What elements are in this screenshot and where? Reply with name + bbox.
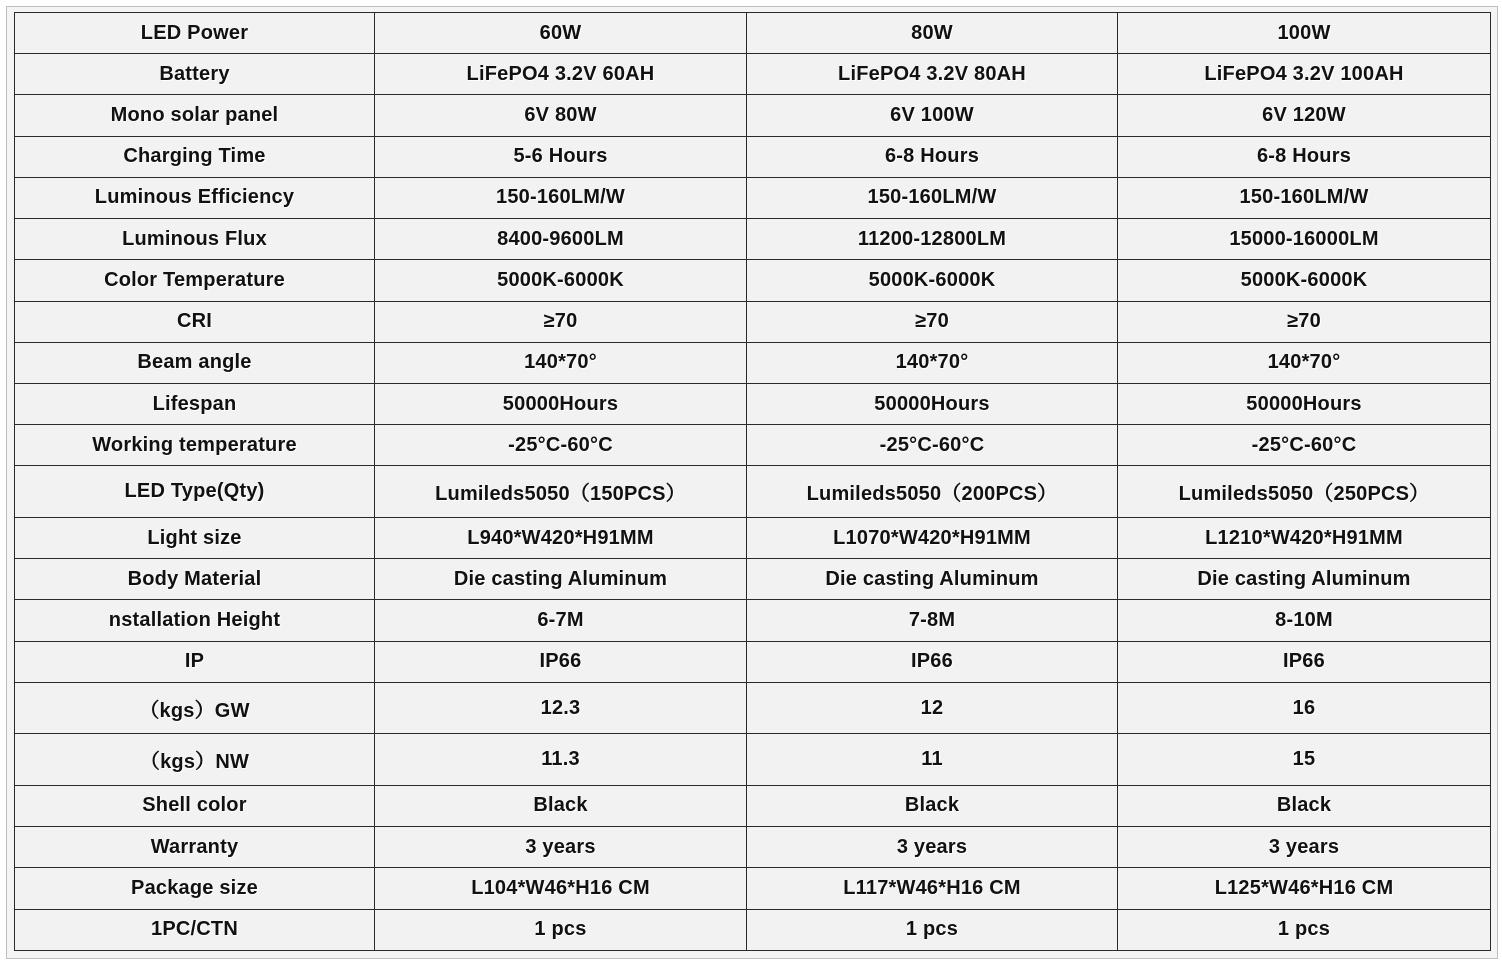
table-cell: Lumileds5050（250PCS） [1118,466,1491,518]
table-cell: 3 years [747,827,1118,868]
table-cell: 80W [747,13,1118,54]
table-cell: ≥70 [375,301,747,342]
table-cell: 150-160LM/W [1118,177,1491,218]
table-cell: -25°C-60°C [747,425,1118,466]
table-cell: L117*W46*H16 CM [747,868,1118,909]
table-cell: 140*70° [747,342,1118,383]
table-cell: 6V 100W [747,95,1118,136]
row-label: Beam angle [15,342,375,383]
table-cell: 140*70° [375,342,747,383]
table-cell: 5000K-6000K [1118,260,1491,301]
row-label: 1PC/CTN [15,909,375,950]
row-label: Mono solar panel [15,95,375,136]
table-row [15,260,1491,301]
table-cell: 50000Hours [1118,383,1491,424]
table-row [15,517,1491,558]
table-cell: 15000-16000LM [1118,219,1491,260]
table-cell: ≥70 [747,301,1118,342]
row-label: （kgs）GW [15,682,375,734]
table-cell: Black [747,785,1118,826]
table-row [15,868,1491,909]
table-cell: 150-160LM/W [375,177,747,218]
table-cell: Lumileds5050（150PCS） [375,466,747,518]
row-label: Light size [15,517,375,558]
table-cell: Black [1118,785,1491,826]
table-cell: 60W [375,13,747,54]
table-row [15,301,1491,342]
table-cell: 6-7M [375,600,747,641]
table-row [15,219,1491,260]
row-label: Package size [15,868,375,909]
table-cell: Die casting Aluminum [1118,559,1491,600]
row-label: Shell color [15,785,375,826]
table-row [15,559,1491,600]
table-cell: 6V 80W [375,95,747,136]
table-cell: 1 pcs [375,909,747,950]
row-label: Luminous Flux [15,219,375,260]
table-cell: ≥70 [1118,301,1491,342]
row-label: Warranty [15,827,375,868]
table-cell: Die casting Aluminum [747,559,1118,600]
table-row [15,600,1491,641]
table-cell: 3 years [1118,827,1491,868]
table-cell: 6V 120W [1118,95,1491,136]
table-cell: Die casting Aluminum [375,559,747,600]
table-cell: 11 [747,734,1118,786]
table-cell: 7-8M [747,600,1118,641]
table-row [15,54,1491,95]
table-cell: 3 years [375,827,747,868]
row-label: Luminous Efficiency [15,177,375,218]
table-row [15,682,1491,734]
row-label: nstallation Height [15,600,375,641]
table-cell: 5000K-6000K [747,260,1118,301]
row-label: Charging Time [15,136,375,177]
table-cell: 16 [1118,682,1491,734]
row-label: Lifespan [15,383,375,424]
row-label: CRI [15,301,375,342]
table-cell: Black [375,785,747,826]
row-label: （kgs）NW [15,734,375,786]
table-cell: 11200-12800LM [747,219,1118,260]
row-label: Color Temperature [15,260,375,301]
table-cell: -25°C-60°C [375,425,747,466]
table-row [15,785,1491,826]
table-cell: LiFePO4 3.2V 80AH [747,54,1118,95]
table-cell: 6-8 Hours [1118,136,1491,177]
table-row [15,95,1491,136]
table-row [15,342,1491,383]
table-cell: IP66 [1118,641,1491,682]
row-label: IP [15,641,375,682]
table-cell: 12.3 [375,682,747,734]
table-cell: 5000K-6000K [375,260,747,301]
table-row [15,641,1491,682]
table-cell: L1070*W420*H91MM [747,517,1118,558]
table-cell: 1 pcs [747,909,1118,950]
row-label: LED Type(Qty) [15,466,375,518]
table-cell: 100W [1118,13,1491,54]
row-label: Body Material [15,559,375,600]
table-cell: 11.3 [375,734,747,786]
spec-table-body [15,13,1491,951]
table-cell: 15 [1118,734,1491,786]
table-cell: LiFePO4 3.2V 60AH [375,54,747,95]
table-row [15,383,1491,424]
table-cell: 50000Hours [747,383,1118,424]
table-row [15,425,1491,466]
table-cell: LiFePO4 3.2V 100AH [1118,54,1491,95]
row-label: Battery [15,54,375,95]
table-cell: L104*W46*H16 CM [375,868,747,909]
table-cell: 140*70° [1118,342,1491,383]
table-row [15,827,1491,868]
table-cell: 6-8 Hours [747,136,1118,177]
row-label: LED Power [15,13,375,54]
table-cell: 5-6 Hours [375,136,747,177]
table-row [15,177,1491,218]
table-row [15,13,1491,54]
table-cell: 12 [747,682,1118,734]
table-row [15,466,1491,518]
table-cell: 1 pcs [1118,909,1491,950]
table-cell: L940*W420*H91MM [375,517,747,558]
table-cell: Lumileds5050（200PCS） [747,466,1118,518]
table-cell: IP66 [375,641,747,682]
table-cell: 50000Hours [375,383,747,424]
row-label: Working temperature [15,425,375,466]
table-cell: -25°C-60°C [1118,425,1491,466]
table-row [15,734,1491,786]
table-row [15,136,1491,177]
table-cell: IP66 [747,641,1118,682]
spec-table [14,12,1491,951]
table-cell: 8-10M [1118,600,1491,641]
table-cell: L125*W46*H16 CM [1118,868,1491,909]
table-cell: 150-160LM/W [747,177,1118,218]
table-row [15,909,1491,950]
table-cell: 8400-9600LM [375,219,747,260]
table-cell: L1210*W420*H91MM [1118,517,1491,558]
